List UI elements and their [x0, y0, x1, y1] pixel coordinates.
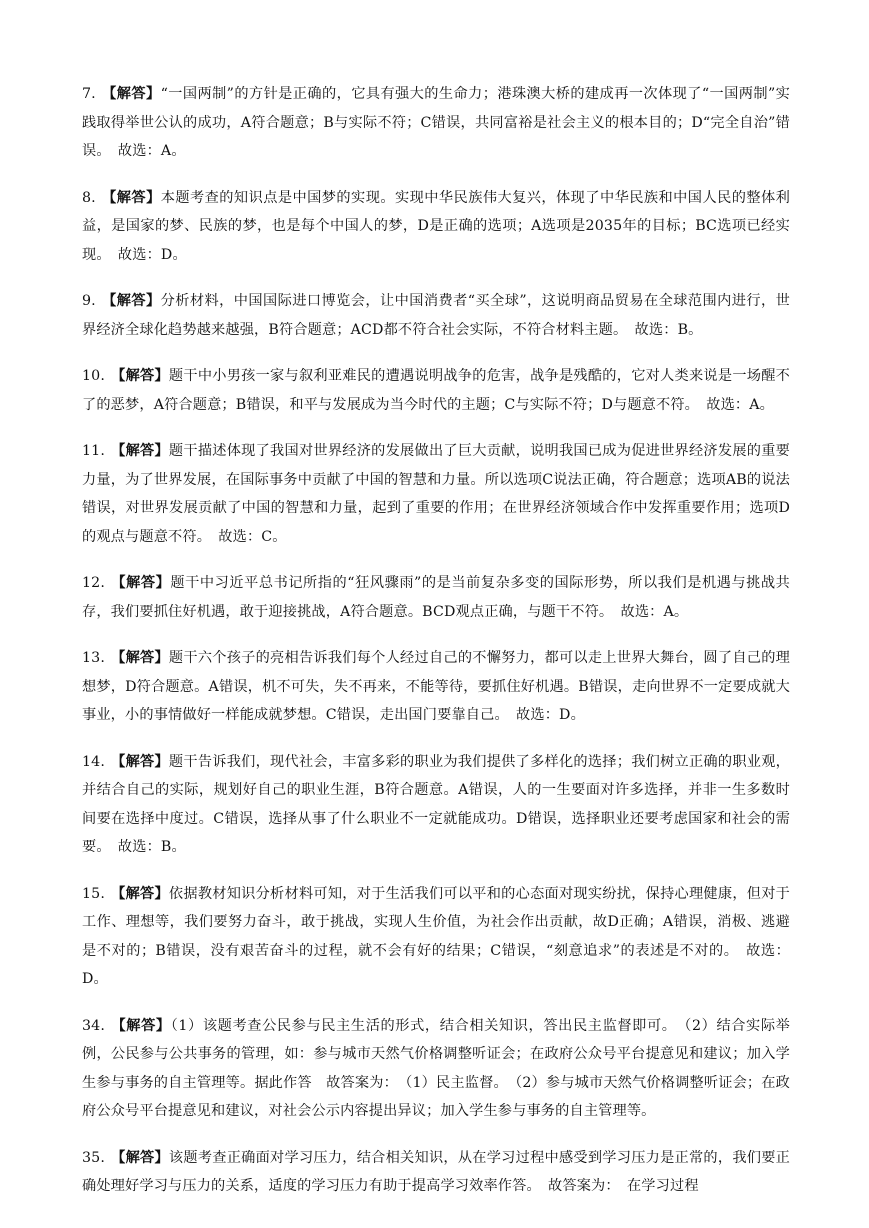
answer-item-11 — [82, 437, 790, 551]
item-number: 14. — [82, 753, 106, 770]
answer-text: 题干告诉我们，现代社会，丰富多彩的职业为我们提供了多样化的选择；我们树立正确的职业观，并结合自己的实际，规划好自己的职业生涯，B符合题意。A错误，人的一生要面对许多选择，并非一生多数时间要在选择中度过。C错误，选择从事了什么职业不一定就能成功。D错误，选择职业还要考虑国家和社会的需要。 故选：B。 — [82, 753, 790, 855]
answer-item-35 — [82, 1144, 790, 1201]
answer-item-12 — [82, 569, 790, 626]
answer-tag: 【解答】 — [111, 885, 169, 902]
answer-tag: 【解答】 — [101, 86, 161, 102]
answer-text: （1）该题考查公民参与民主生活的形式，结合相关知识，答出民主监督即可。 （2）结合实际举例，公民参与公共事务的管理，如：参与城市天然气价格调整听证会；在政府公众号平台提意见和建议；加入学生参与事务的自主管理等。据此作答 故答案为： （1）民主监督。 （2）参与城市天然气价格调整听证会；在政府公众号平台提意见和建议，对社会公示内容提出异议；加入学生参与事务的自主管理等。 — [82, 1017, 790, 1119]
item-number: 35. — [82, 1149, 106, 1166]
answer-tag: 【解答】 — [101, 293, 161, 309]
answer-text: 本题考查的知识点是中国梦的实现。实现中华民族伟大复兴，体现了中华民族和中国人民的整体利益，是国家的梦、民族的梦，也是每个中国人的梦，D是正确的选项；A选项是2035年的目标；BC选项已经实现。 故选：D。 — [82, 189, 790, 263]
answer-text: 分析材料，中国国际进口博览会，让中国消费者“买全球”，这说明商品贸易在全球范围内进行，世界经济全球化趋势越来越强，B符合题意；ACD都不符合社会实际，不符合材料主题。 故选：B。 — [82, 293, 790, 338]
answer-tag: 【解答】 — [111, 753, 169, 770]
answer-item-14 — [82, 748, 790, 862]
item-number: 10. — [82, 368, 106, 384]
answer-tag: 【解答】 — [111, 1017, 171, 1034]
answer-item-15 — [82, 880, 790, 994]
answer-text: “一国两制”的方针是正确的，它具有强大的生命力；港珠澳大桥的建成再一次体现了“一国两制”实践取得举世公认的成功，A符合题意；B与实际不符；C错误，共同富裕是社会主义的根本目的；D“完全自治”错误。 故选：A。 — [82, 86, 790, 159]
item-number: 13. — [82, 650, 106, 666]
answer-document — [82, 80, 790, 1220]
answer-item-7 — [82, 80, 790, 166]
item-number: 11. — [82, 443, 106, 459]
item-number: 9. — [82, 293, 96, 309]
answer-tag: 【解答】 — [111, 650, 169, 666]
item-number: 34. — [82, 1017, 106, 1034]
answer-item-13 — [82, 644, 790, 730]
answer-tag: 【解答】 — [111, 1149, 169, 1166]
answer-text: 该题考查正确面对学习压力，结合相关知识，从在学习过程中感受到学习压力是正常的，我们要正确处理好学习与压力的关系，适度的学习压力有助于提高学习效率作答。 故答案为： 在学习过程 — [82, 1149, 790, 1194]
item-number: 8. — [82, 189, 96, 206]
answer-text: 题干中习近平总书记所指的“狂风骤雨”的是当前复杂多变的国际形势，所以我们是机遇与挑战共存，我们要抓住好机遇，敢于迎接挑战，A符合题意。BCD观点正确，与题干不符。 故选：A。 — [82, 575, 790, 620]
answer-tag: 【解答】 — [111, 368, 169, 384]
answer-tag: 【解答】 — [111, 575, 171, 591]
answer-text: 题干描述体现了我国对世界经济的发展做出了巨大贡献，说明我国已成为促进世界经济发展的重要力量，为了世界发展，在国际事务中贡献了中国的智慧和力量。所以选项C说法正确，符合题意；选项AB的说法错误，对世界发展贡献了中国的智慧和力量，起到了重要的作用；在世界经济领域合作中发挥重要作用；选项D的观点与题意不符。 故选：C。 — [82, 443, 790, 545]
answer-tag: 【解答】 — [101, 189, 161, 206]
item-number: 7. — [82, 86, 96, 102]
item-number: 15. — [82, 885, 106, 902]
item-number: 12. — [82, 575, 106, 591]
answer-item-10 — [82, 362, 790, 419]
answer-item-8 — [82, 184, 790, 270]
answer-item-34 — [82, 1012, 790, 1126]
answer-text: 题干六个孩子的亮相告诉我们每个人经过自己的不懈努力，都可以走上世界大舞台，圆了自己的理想梦，D符合题意。A错误，机不可失，失不再来，不能等待，要抓住好机遇。B错误，走向世界不一定要成就大事业，小的事情做好一样能成就梦想。C错误，走出国门要靠自己。 故选：D。 — [82, 650, 790, 723]
answer-text: 依据教材知识分析材料可知，对于生活我们可以平和的心态面对现实纷扰，保持心理健康，但对于工作、理想等，我们要努力奋斗，敢于挑战，实现人生价值，为社会作出贡献，故D正确；A错误，消极、逃避是不对的；B错误，没有艰苦奋斗的过程，就不会有好的结果；C错误，“刻意追求”的表述是不对的。 故选：D。 — [82, 885, 790, 987]
answer-item-9 — [82, 287, 790, 344]
answer-tag: 【解答】 — [111, 443, 169, 459]
answer-text: 题干中小男孩一家与叙利亚难民的遭遇说明战争的危害，战争是残酷的，它对人类来说是一场醒不了的恶梦，A符合题意；B错误，和平与发展成为当今时代的主题；C与实际不符；D与题意不符。 故选：A。 — [82, 368, 790, 413]
